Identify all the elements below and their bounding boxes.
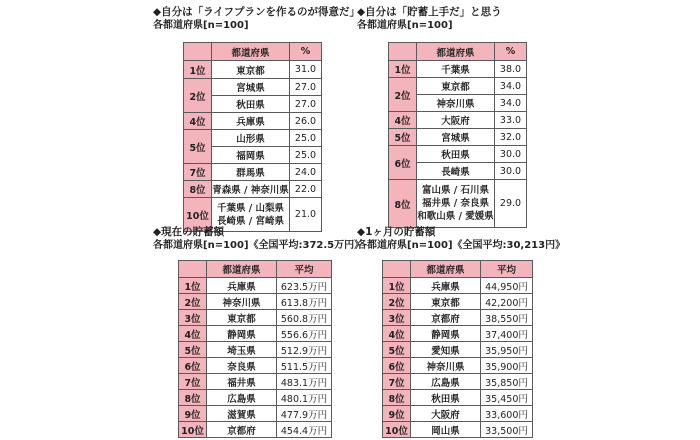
table-row <box>383 406 533 422</box>
rank-cell: 10位 <box>383 422 411 438</box>
value-cell: 35,850円 <box>481 374 533 390</box>
table-row <box>383 294 533 310</box>
panel-subtitle: 各都道府県[n=100] <box>357 20 453 31</box>
prefecture-cell: 静岡県 <box>207 326 277 342</box>
value-cell: 25.0 <box>290 147 322 164</box>
value-cell: 556.6万円 <box>277 326 332 342</box>
value-cell: 477.9万円 <box>277 406 332 422</box>
ranking-table-lifeplan <box>183 42 322 232</box>
value-cell: 38,550円 <box>481 310 533 326</box>
rank-cell: 4位 <box>184 113 212 130</box>
value-cell: 511.5万円 <box>277 358 332 374</box>
table-row <box>179 326 332 342</box>
rank-cell: 5位 <box>184 130 212 164</box>
value-cell: 623.5万円 <box>277 278 332 294</box>
rank-cell: 9位 <box>383 406 411 422</box>
rank-cell: 2位 <box>184 79 212 113</box>
table-row <box>179 310 332 326</box>
value-cell: 560.8万円 <box>277 310 332 326</box>
value-cell: 31.0 <box>290 61 322 79</box>
panel-title: ◆自分は「貯蓄上手だ」と思う <box>357 6 502 18</box>
value-cell: 30.0 <box>495 146 527 163</box>
value-cell: 34.0 <box>495 95 527 112</box>
value-cell: 21.0 <box>290 198 322 232</box>
table-row <box>179 342 332 358</box>
panel-subtitle: 各都道府県[n=100]《全国平均:30,213円》 <box>357 240 566 251</box>
panel-saving-skill <box>357 6 502 32</box>
table-header-row <box>383 261 533 278</box>
rank-cell: 5位 <box>383 342 411 358</box>
table-row <box>389 180 527 228</box>
table-header-row <box>179 261 332 278</box>
rank-cell: 1位 <box>383 278 411 294</box>
table-row <box>184 181 322 198</box>
header-prefecture: 都道府県 <box>207 261 277 278</box>
table-row <box>184 164 322 181</box>
rank-cell: 5位 <box>389 129 417 146</box>
rank-cell: 3位 <box>383 310 411 326</box>
value-cell: 30.0 <box>495 163 527 180</box>
rank-cell: 7位 <box>179 374 207 390</box>
header-rank <box>179 261 207 278</box>
table-row <box>184 113 322 130</box>
prefecture-cell: 富山県 / 石川県 福井県 / 奈良県 和歌山県 / 愛媛県 <box>417 180 495 228</box>
prefecture-cell: 神奈川県 <box>207 294 277 310</box>
rank-cell: 1位 <box>389 61 417 78</box>
rank-cell: 2位 <box>179 294 207 310</box>
prefecture-cell: 愛知県 <box>411 342 481 358</box>
value-cell: 33,500円 <box>481 422 533 438</box>
value-cell: 42,200円 <box>481 294 533 310</box>
value-cell: 29.0 <box>495 180 527 228</box>
header-value: % <box>495 43 527 61</box>
panel-title: ◆現在の貯蓄額 <box>153 226 225 238</box>
rank-cell: 8位 <box>383 390 411 406</box>
rank-cell: 3位 <box>179 310 207 326</box>
rank-cell: 2位 <box>389 78 417 112</box>
prefecture-cell: 福岡県 <box>212 147 290 164</box>
panel-lifeplan <box>153 6 360 32</box>
rank-cell: 4位 <box>179 326 207 342</box>
rank-cell: 10位 <box>184 198 212 232</box>
value-cell: 35,900円 <box>481 358 533 374</box>
prefecture-cell: 秋田県 <box>411 390 481 406</box>
table-row <box>179 422 332 438</box>
prefecture-cell: 宮城県 <box>417 129 495 146</box>
value-cell: 37,400円 <box>481 326 533 342</box>
prefecture-cell: 静岡県 <box>411 326 481 342</box>
table-row <box>179 278 332 294</box>
header-value: 平均 <box>277 261 332 278</box>
table-row <box>383 278 533 294</box>
header-rank <box>389 43 417 61</box>
table-row <box>179 358 332 374</box>
value-cell: 27.0 <box>290 79 322 96</box>
rank-cell: 1位 <box>184 61 212 79</box>
header-value: 平均 <box>481 261 533 278</box>
value-cell: 483.1万円 <box>277 374 332 390</box>
prefecture-cell: 奈良県 <box>207 358 277 374</box>
prefecture-cell: 神奈川県 <box>417 95 495 112</box>
panel-current-savings <box>153 226 364 252</box>
prefecture-cell: 滋賀県 <box>207 406 277 422</box>
header-prefecture: 都道府県 <box>411 261 481 278</box>
header-prefecture: 都道府県 <box>212 43 290 61</box>
rank-cell: 4位 <box>389 112 417 129</box>
value-cell: 44,950円 <box>481 278 533 294</box>
panel-subtitle: 各都道府県[n=100]《全国平均:372.5万円》 <box>153 240 365 251</box>
prefecture-cell: 千葉県 <box>417 61 495 78</box>
header-value: % <box>290 43 322 61</box>
prefecture-cell: 広島県 <box>207 390 277 406</box>
table-row <box>383 310 533 326</box>
prefecture-cell: 神奈川県 <box>411 358 481 374</box>
prefecture-cell: 岡山県 <box>411 422 481 438</box>
header-rank <box>184 43 212 61</box>
table-row <box>184 130 322 147</box>
ranking-table-saving-skill <box>388 42 527 228</box>
prefecture-cell: 秋田県 <box>212 96 290 113</box>
prefecture-cell: 兵庫県 <box>411 278 481 294</box>
rank-cell: 6位 <box>389 146 417 180</box>
prefecture-cell: 福井県 <box>207 374 277 390</box>
rank-cell: 6位 <box>383 358 411 374</box>
table-row <box>389 112 527 129</box>
value-cell: 35,450円 <box>481 390 533 406</box>
rank-cell: 6位 <box>179 358 207 374</box>
value-cell: 34.0 <box>495 78 527 95</box>
prefecture-cell: 東京都 <box>212 61 290 79</box>
table-row <box>389 129 527 146</box>
prefecture-cell: 山形県 <box>212 130 290 147</box>
rank-cell: 8位 <box>179 390 207 406</box>
prefecture-cell: 長崎県 <box>417 163 495 180</box>
rank-cell: 8位 <box>389 180 417 228</box>
ranking-table-monthly-savings <box>382 260 533 438</box>
value-cell: 27.0 <box>290 96 322 113</box>
table-header-row <box>389 43 527 61</box>
value-cell: 32.0 <box>495 129 527 146</box>
table-row <box>179 374 332 390</box>
value-cell: 24.0 <box>290 164 322 181</box>
value-cell: 35,950円 <box>481 342 533 358</box>
value-cell: 512.9万円 <box>277 342 332 358</box>
panel-subtitle: 各都道府県[n=100] <box>153 20 249 31</box>
header-prefecture: 都道府県 <box>417 43 495 61</box>
value-cell: 25.0 <box>290 130 322 147</box>
rank-cell: 8位 <box>184 181 212 198</box>
value-cell: 33,600円 <box>481 406 533 422</box>
table-row <box>383 390 533 406</box>
table-row <box>389 146 527 163</box>
panel-title: ◆自分は「ライフプランを作るのが得意だ」 <box>153 6 360 18</box>
rank-cell: 7位 <box>383 374 411 390</box>
table-row <box>179 294 332 310</box>
table-row <box>383 326 533 342</box>
value-cell: 480.1万円 <box>277 390 332 406</box>
value-cell: 454.4万円 <box>277 422 332 438</box>
header-rank <box>383 261 411 278</box>
table-header-row <box>184 43 322 61</box>
value-cell: 33.0 <box>495 112 527 129</box>
prefecture-cell: 埼玉県 <box>207 342 277 358</box>
table-row <box>389 61 527 78</box>
rank-cell: 1位 <box>179 278 207 294</box>
rank-cell: 10位 <box>179 422 207 438</box>
prefecture-cell: 千葉県 / 山梨県 長崎県 / 宮崎県 <box>212 198 290 232</box>
prefecture-cell: 青森県 / 神奈川県 <box>212 181 290 198</box>
prefecture-cell: 兵庫県 <box>212 113 290 130</box>
prefecture-cell: 広島県 <box>411 374 481 390</box>
table-row <box>383 422 533 438</box>
value-cell: 38.0 <box>495 61 527 78</box>
table-row <box>179 390 332 406</box>
table-row <box>383 358 533 374</box>
rank-cell: 7位 <box>184 164 212 181</box>
prefecture-cell: 京都府 <box>207 422 277 438</box>
rank-cell: 5位 <box>179 342 207 358</box>
value-cell: 613.8万円 <box>277 294 332 310</box>
value-cell: 26.0 <box>290 113 322 130</box>
prefecture-cell: 秋田県 <box>417 146 495 163</box>
rank-cell: 9位 <box>179 406 207 422</box>
prefecture-cell: 東京都 <box>207 310 277 326</box>
panel-title: ◆1ヶ月の貯蓄額 <box>357 226 436 238</box>
prefecture-cell: 京都府 <box>411 310 481 326</box>
table-row <box>383 342 533 358</box>
table-row <box>389 78 527 95</box>
ranking-table-current-savings <box>178 260 332 438</box>
prefecture-cell: 大阪府 <box>411 406 481 422</box>
prefecture-cell: 兵庫県 <box>207 278 277 294</box>
table-row <box>184 61 322 79</box>
panel-monthly-savings <box>357 226 565 252</box>
value-cell: 22.0 <box>290 181 322 198</box>
prefecture-cell: 群馬県 <box>212 164 290 181</box>
prefecture-cell: 大阪府 <box>417 112 495 129</box>
rank-cell: 2位 <box>383 294 411 310</box>
prefecture-cell: 東京都 <box>417 78 495 95</box>
table-row <box>179 406 332 422</box>
table-row <box>184 79 322 96</box>
prefecture-cell: 東京都 <box>411 294 481 310</box>
rank-cell: 4位 <box>383 326 411 342</box>
table-row <box>383 374 533 390</box>
prefecture-cell: 宮城県 <box>212 79 290 96</box>
